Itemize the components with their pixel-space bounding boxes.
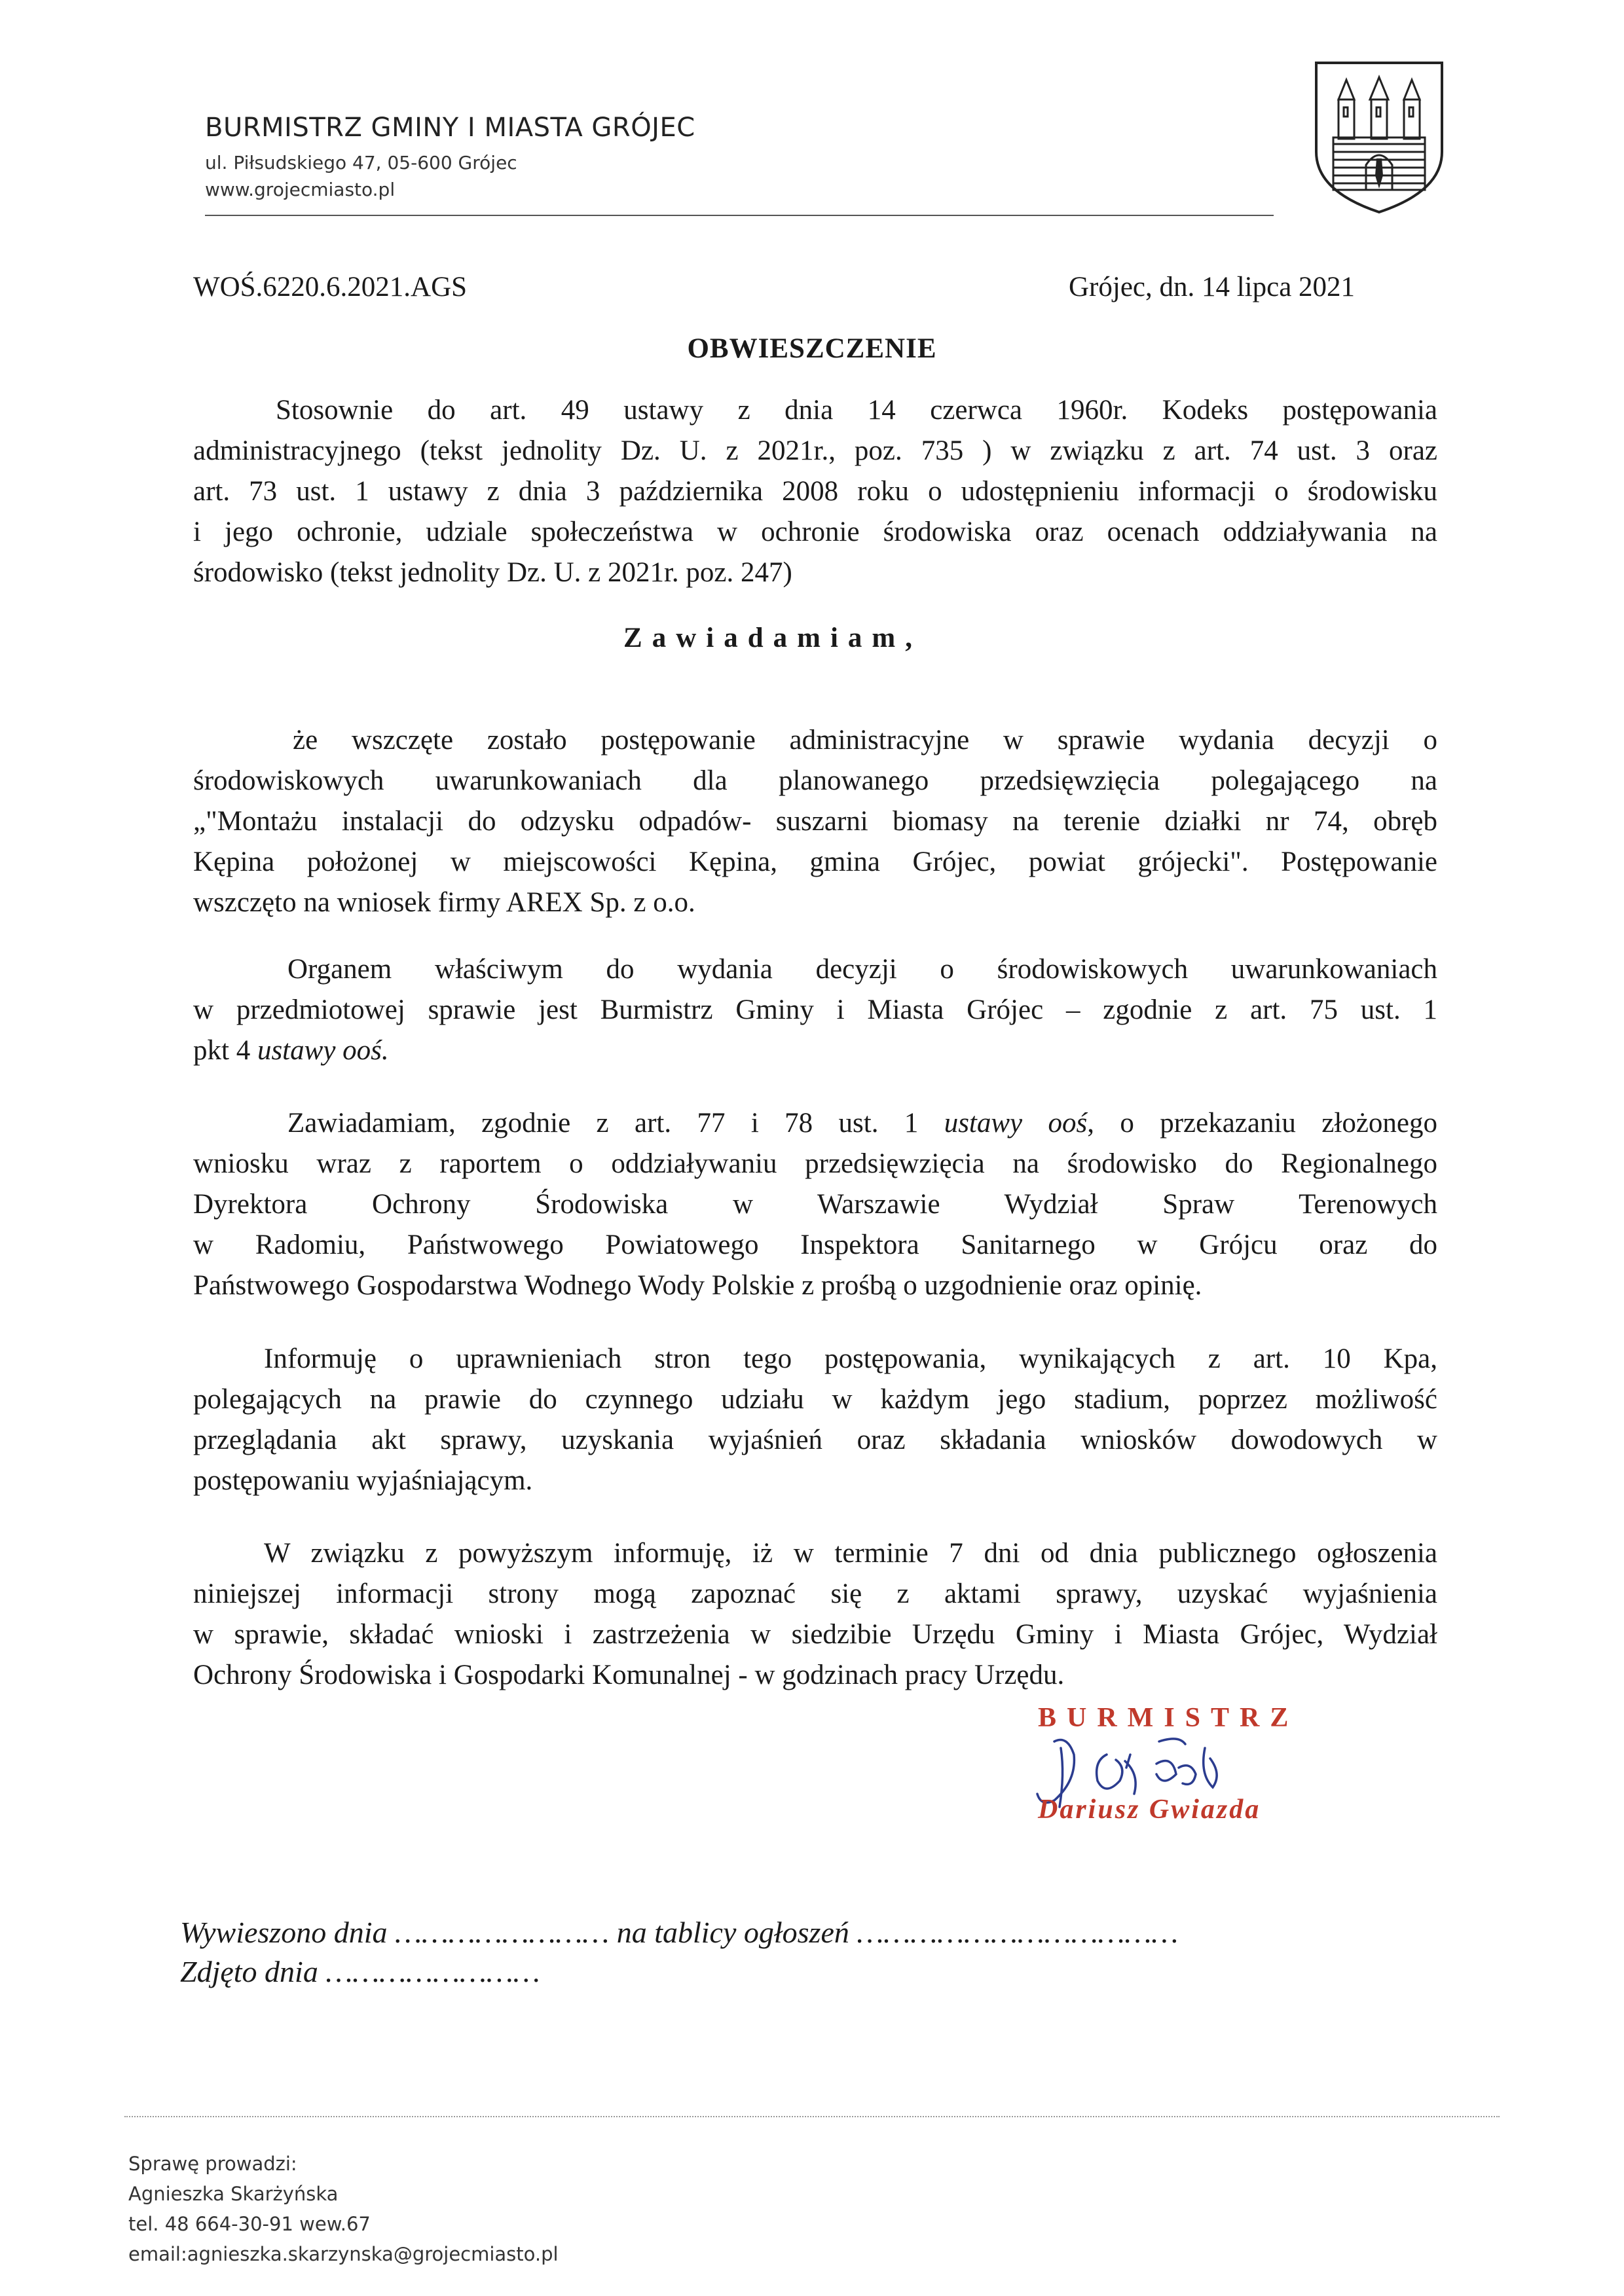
proceedings-line: wszczęto na wniosek firmy AREX Sp. z o.o. xyxy=(193,887,695,918)
authority-line: Organem właściwym do wydania decyzji o środowiskowych uwarunkowaniach xyxy=(287,954,1437,985)
transfer-line: wniosku wraz z raportem o oddziaływaniu przedsięwzięcia na środowisko do Regionalnego xyxy=(193,1148,1437,1179)
board-field[interactable]: ……………………………… xyxy=(857,1916,1179,1949)
issuer-address: ul. Piłsudskiego 47, 05-600 Grójec xyxy=(205,152,517,173)
handler-name: Agnieszka Skarżyńska xyxy=(128,2183,339,2205)
rights-line: postępowaniu wyjaśniającym. xyxy=(193,1465,533,1496)
intro-paragraph xyxy=(193,390,1437,593)
intro-line: art. 73 ust. 1 ustawy z dnia 3 października 2008 roku o udostępnieniu informacji o środowisku xyxy=(193,476,1437,507)
removed-date-field[interactable]: …………………… xyxy=(325,1955,540,1988)
proceedings-paragraph xyxy=(193,720,1437,923)
inspection-line: W związku z powyższym informuję, iż w terminie 7 dni od dnia publicznego ogłoszenia xyxy=(264,1538,1437,1569)
proceedings-line: środowiskowych uwarunkowaniach dla planowanego przedsięwzięcia polegającego na xyxy=(193,765,1437,796)
board-label: na tablicy ogłoszeń xyxy=(616,1916,849,1949)
reference-number: WOŚ.6220.6.2021.AGS xyxy=(193,272,468,302)
letterhead xyxy=(205,113,695,200)
handled-by-label: Sprawę prowadzi: xyxy=(128,2153,297,2175)
rights-line: Informuję o uprawnieniach stron tego postępowania, wynikających z art. 10 Kpa, xyxy=(264,1343,1437,1374)
act-name-italic: ustawy ooś. xyxy=(257,1035,389,1066)
inspection-line: w sprawie, składać wnioski i zastrzeżenia w siedzibie Urzędu Gminy i Miasta Grójec, Wydział xyxy=(193,1619,1437,1650)
authority-line-text: pkt 4 xyxy=(193,1035,257,1066)
authority-paragraph xyxy=(193,949,1437,1071)
signatory-name: Dariusz Gwiazda xyxy=(1038,1795,1261,1825)
transfer-line xyxy=(193,1103,1437,1144)
posting-line-removed xyxy=(180,1954,540,1989)
proceedings-line: że wszczęte zostało postępowanie administracyjne w sprawie wydania decyzji o xyxy=(293,725,1437,756)
authority-line: w przedmiotowej sprawie jest Burmistrz Gminy i Miasta Grójec – zgodnie z art. 75 ust. 1 xyxy=(193,994,1437,1025)
coat-of-arms-icon xyxy=(1314,60,1445,215)
transfer-line: Państwowego Gospodarstwa Wodnego Wody Polskie z prośbą o uzgodnienie oraz opinię. xyxy=(193,1270,1202,1301)
stamp-title: BURMISTRZ xyxy=(1038,1703,1299,1733)
act-name-italic: ustawy ooś xyxy=(944,1108,1088,1139)
handler-email[interactable]: email:agnieszka.skarzynska@grojecmiasto.pl xyxy=(128,2243,559,2265)
intro-line: i jego ochronie, udziale społeczeństwa w ochronie środowiska oraz ocenach oddziaływania na xyxy=(193,517,1437,547)
posting-line-posted xyxy=(180,1915,1178,1950)
contact-footer xyxy=(128,2149,559,2269)
rights-line: przeglądania akt sprawy, uzyskania wyjaśnień oraz składania wniosków dowodowych w xyxy=(193,1425,1437,1455)
rights-line: polegających na prawie do czynnego udziału w każdym jego stadium, poprzez możliwość xyxy=(193,1384,1437,1415)
rights-paragraph xyxy=(193,1339,1437,1501)
document-title: OBWIESZCZENIE xyxy=(687,333,937,364)
transfer-line: w Radomiu, Państwowego Powiatowego Inspektora Sanitarnego w Grójcu oraz do xyxy=(193,1230,1437,1260)
inspection-line: niniejszej informacji strony mogą zapoznać się z aktami sprawy, uzyskać wyjaśnienia xyxy=(193,1578,1437,1609)
transfer-line-text: Zawiadamiam, zgodnie z art. 77 i 78 ust. 1 xyxy=(287,1108,944,1139)
intro-line: administracyjnego (tekst jednolity Dz. U. z 2021r., poz. 735 ) w związku z art. 74 ust. 3 oraz xyxy=(193,435,1437,466)
posted-label: Wywieszono dnia xyxy=(180,1916,388,1949)
transfer-line-text: , o przekazaniu złożonego xyxy=(1087,1108,1437,1139)
footer-divider xyxy=(124,2116,1500,2117)
letterhead-divider xyxy=(205,215,1274,216)
inspection-line: Ochrony Środowiska i Gospodarki Komunalnej - w godzinach pracy Urzędu. xyxy=(193,1660,1065,1690)
transfer-line: Dyrektora Ochrony Środowiska w Warszawie Wydział Spraw Terenowych xyxy=(193,1189,1437,1220)
proceedings-line: Kępina położonej w miejscowości Kępina, gmina Grójec, powiat grójecki". Postępowanie xyxy=(193,847,1437,877)
place-and-date: Grójec, dn. 14 lipca 2021 xyxy=(1069,272,1356,302)
handler-phone: tel. 48 664-30-91 wew.67 xyxy=(128,2213,371,2235)
removed-label: Zdjęto dnia xyxy=(180,1955,318,1988)
authority-line xyxy=(193,1030,1437,1071)
inspection-paragraph xyxy=(193,1533,1437,1696)
proceedings-line: „"Montażu instalacji do odzysku odpadów- suszarni biomasy na terenie działki nr 74, obręb xyxy=(193,806,1437,837)
posted-date-field[interactable]: …………………… xyxy=(394,1916,610,1949)
issuer-website[interactable]: www.grojecmiasto.pl xyxy=(205,179,396,200)
transfer-paragraph xyxy=(193,1103,1437,1306)
announcement-heading: Zawiadamiam, xyxy=(623,623,922,653)
issuer-name: BURMISTRZ GMINY I MIASTA GRÓJEC xyxy=(205,113,695,143)
intro-line: środowisko (tekst jednolity Dz. U. z 2021r. poz. 247) xyxy=(193,557,792,588)
intro-line: Stosownie do art. 49 ustawy z dnia 14 czerwca 1960r. Kodeks postępowania xyxy=(276,395,1437,426)
